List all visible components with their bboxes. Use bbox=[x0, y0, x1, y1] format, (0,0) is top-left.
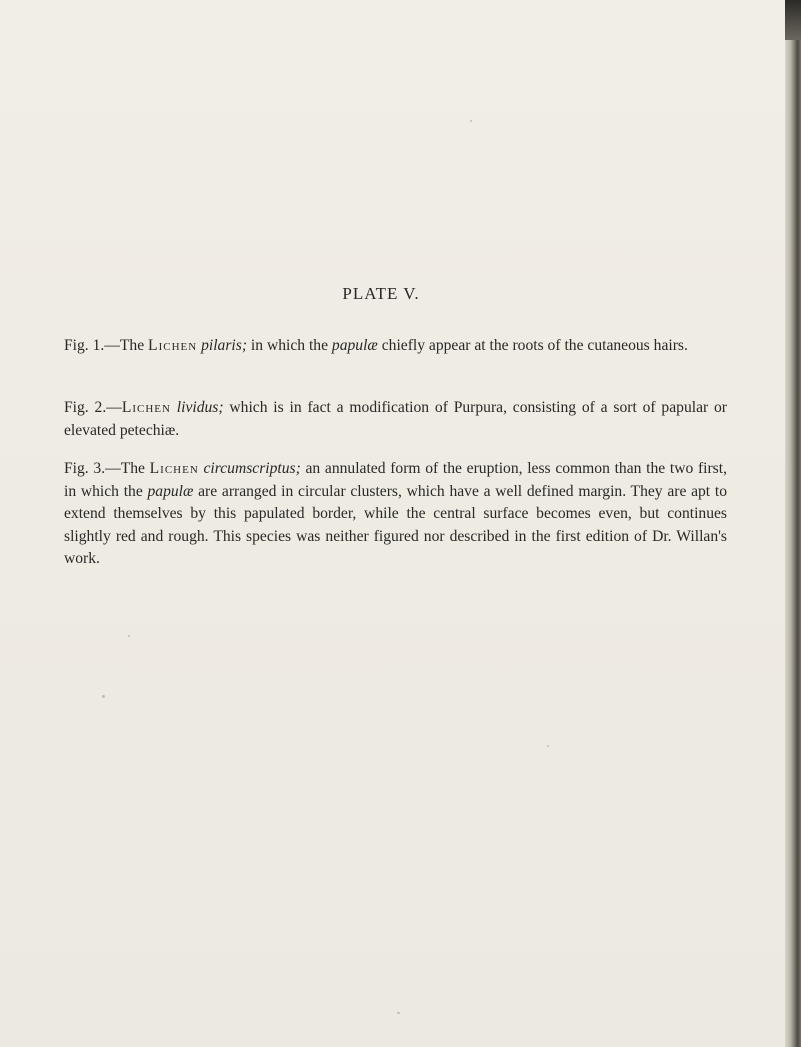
species-name: pilaris; bbox=[201, 337, 248, 354]
caption-text: in which the bbox=[247, 337, 332, 354]
figure-label: Fig. 3. bbox=[64, 460, 106, 477]
caption-text: are arranged in circular clusters, which have a well defined margin. They are apt to extend themselves by this papulated border, while the central surface becomes even, but continues slightly red and rough. This species was neither figured nor described in the first edition of Dr. Willan's work. bbox=[64, 482, 727, 567]
figure-label: Fig. 2. bbox=[64, 399, 107, 416]
caption-text: an annulated form of the eruption, less common than the two first, in which the bbox=[64, 460, 727, 500]
genus-name: Lichen bbox=[121, 399, 171, 416]
paper-speck bbox=[397, 1012, 400, 1014]
caption-text: chiefly appear at the roots of the cutaneous hairs. bbox=[377, 337, 688, 354]
term: papulæ bbox=[147, 482, 194, 500]
paper-speck bbox=[102, 695, 105, 698]
page-edge-shadow bbox=[785, 0, 801, 40]
genus-name: Lichen bbox=[149, 460, 199, 477]
term: papulæ bbox=[331, 337, 378, 354]
figure-1-caption: Fig. 1.—The Lichen pilaris; in which the papulæ chiefly appear at the roots of the cutaneous hairs. bbox=[64, 337, 688, 354]
page-edge bbox=[785, 0, 801, 1047]
caption-text: which is in fact a modification of Purpura, consisting of a sort of papular or elevated petechiæ. bbox=[64, 399, 727, 439]
figure-label: Fig. 1. bbox=[64, 337, 105, 354]
figure-2-caption: Fig. 2.—Lichen lividus; which is in fact a modification of Purpura, consisting of a sort of papular or elevated petechiæ. bbox=[64, 399, 727, 439]
paper-speck bbox=[128, 635, 130, 637]
determiner: The bbox=[120, 460, 150, 477]
determiner: The bbox=[119, 337, 149, 354]
figure-3-caption: Fig. 3.—The Lichen circumscriptus; an annulated form of the eruption, less common than the two first, in which the papulæ are arranged in circular clusters, which have a well defined margin. They are apt to extend themselves by this papulated border, while the central surface becomes even, but continues slightly red and rough. This species was neither figured nor described in the first edition of Dr. Willan's work. bbox=[64, 460, 727, 567]
genus-name: Lichen bbox=[148, 337, 198, 354]
paper-speck bbox=[470, 120, 472, 122]
plate-title: PLATE V. bbox=[342, 284, 420, 303]
paper-speck bbox=[547, 745, 549, 747]
species-name: lividus; bbox=[176, 399, 224, 416]
species-name: circumscriptus; bbox=[203, 460, 301, 477]
